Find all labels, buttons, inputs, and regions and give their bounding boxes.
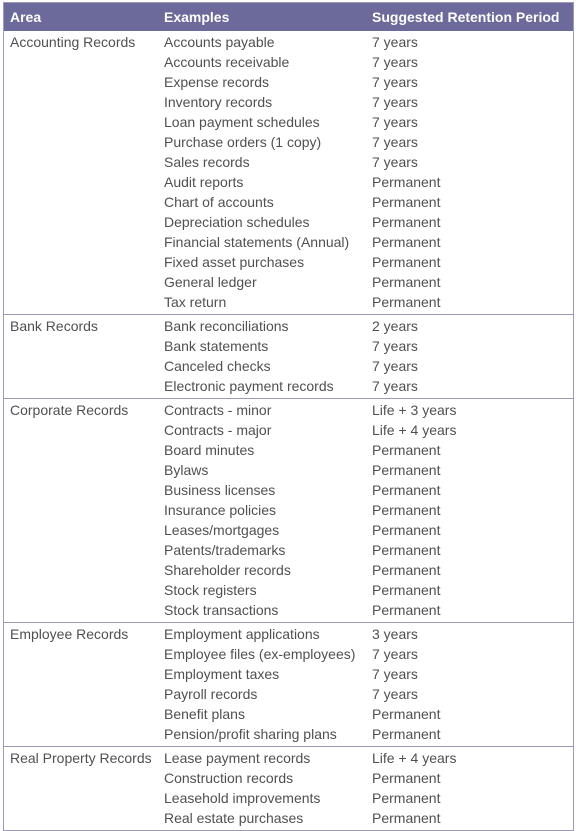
table-row <box>4 212 573 232</box>
period-cell: 7 years <box>372 134 418 150</box>
table-row <box>4 560 573 580</box>
period-cell: Permanent <box>372 790 441 806</box>
example-cell: Financial statements (Annual) <box>164 234 350 250</box>
period-cell: Permanent <box>372 726 441 742</box>
period-cell: 3 years <box>372 626 418 642</box>
period-cell: Permanent <box>372 214 441 230</box>
example-cell: Leases/mortgages <box>164 522 280 538</box>
period-cell: 7 years <box>372 114 418 130</box>
period-cell: Permanent <box>372 174 441 190</box>
period-cell: 7 years <box>372 338 418 354</box>
example-cell: Expense records <box>164 74 270 90</box>
period-cell: Permanent <box>372 810 441 826</box>
header-period: Suggested Retention Period <box>372 9 560 25</box>
period-cell: 7 years <box>372 646 418 662</box>
table-row <box>4 252 573 272</box>
period-cell: Life + 4 years <box>372 422 457 438</box>
table-row <box>4 644 573 664</box>
table-row <box>4 460 573 480</box>
table-body <box>4 31 573 830</box>
period-cell: Permanent <box>372 194 441 210</box>
example-cell: Bank reconciliations <box>164 318 289 334</box>
table-row <box>4 704 573 724</box>
example-cell: Board minutes <box>164 442 255 458</box>
example-cell: Stock transactions <box>164 602 279 618</box>
table-row <box>4 32 573 52</box>
table-row <box>4 336 573 356</box>
table-group <box>4 622 573 746</box>
table-row <box>4 600 573 620</box>
period-cell: 7 years <box>372 666 418 682</box>
table-row <box>4 356 573 376</box>
example-cell: Canceled checks <box>164 358 271 374</box>
table-row <box>4 624 573 644</box>
area-cell: Bank Records <box>10 318 98 334</box>
period-cell: 7 years <box>372 94 418 110</box>
period-cell: 7 years <box>372 54 418 70</box>
example-cell: Contracts - minor <box>164 402 272 418</box>
table-row <box>4 768 573 788</box>
example-cell: Real estate purchases <box>164 810 304 826</box>
example-cell: Employment taxes <box>164 666 280 682</box>
example-cell: Construction records <box>164 770 294 786</box>
example-cell: Leasehold improvements <box>164 790 321 806</box>
table-row <box>4 72 573 92</box>
period-cell: Permanent <box>372 706 441 722</box>
table-group <box>4 746 573 830</box>
example-cell: Pension/profit sharing plans <box>164 726 337 742</box>
example-cell: Accounts payable <box>164 34 275 50</box>
table-row <box>4 132 573 152</box>
table-row <box>4 540 573 560</box>
period-cell: 7 years <box>372 74 418 90</box>
table-row <box>4 232 573 252</box>
table-row <box>4 788 573 808</box>
example-cell: Tax return <box>164 294 227 310</box>
example-cell: Depreciation schedules <box>164 214 310 230</box>
example-cell: Stock registers <box>164 582 257 598</box>
period-cell: Permanent <box>372 770 441 786</box>
table-row <box>4 748 573 768</box>
table-row <box>4 152 573 172</box>
table-row <box>4 172 573 192</box>
period-cell: Permanent <box>372 522 441 538</box>
example-cell: Payroll records <box>164 686 258 702</box>
table-group <box>4 31 573 314</box>
period-cell: 7 years <box>372 378 418 394</box>
table-row <box>4 376 573 396</box>
example-cell: Lease payment records <box>164 750 311 766</box>
period-cell: Permanent <box>372 502 441 518</box>
area-cell: Employee Records <box>10 626 129 642</box>
area-cell: Corporate Records <box>10 402 129 418</box>
period-cell: Permanent <box>372 602 441 618</box>
example-cell: General ledger <box>164 274 257 290</box>
table-row <box>4 440 573 460</box>
example-cell: Fixed asset purchases <box>164 254 305 270</box>
period-cell: Permanent <box>372 582 441 598</box>
example-cell: Business licenses <box>164 482 276 498</box>
example-cell: Contracts - major <box>164 422 272 438</box>
example-cell: Employee files (ex-employees) <box>164 646 356 662</box>
example-cell: Patents/trademarks <box>164 542 286 558</box>
period-cell: 7 years <box>372 358 418 374</box>
example-cell: Employment applications <box>164 626 320 642</box>
period-cell: Permanent <box>372 562 441 578</box>
period-cell: Permanent <box>372 294 441 310</box>
period-cell: Permanent <box>372 442 441 458</box>
table-group <box>4 398 573 622</box>
example-cell: Benefit plans <box>164 706 245 722</box>
period-cell: Life + 3 years <box>372 402 457 418</box>
period-cell: 2 years <box>372 318 418 334</box>
period-cell: Permanent <box>372 542 441 558</box>
example-cell: Purchase orders (1 copy) <box>164 134 322 150</box>
example-cell: Inventory records <box>164 94 273 110</box>
example-cell: Loan payment schedules <box>164 114 320 130</box>
table-row <box>4 292 573 312</box>
table-row <box>4 112 573 132</box>
table-row <box>4 684 573 704</box>
table-row <box>4 580 573 600</box>
table-row <box>4 316 573 336</box>
header-area: Area <box>10 9 42 25</box>
table-header <box>4 3 573 31</box>
area-cell: Real Property Records <box>10 750 152 766</box>
example-cell: Bank statements <box>164 338 269 354</box>
example-cell: Audit reports <box>164 174 244 190</box>
period-cell: Permanent <box>372 274 441 290</box>
table-group <box>4 314 573 398</box>
table-row <box>4 400 573 420</box>
table-row <box>4 520 573 540</box>
period-cell: Permanent <box>372 462 441 478</box>
period-cell: Permanent <box>372 482 441 498</box>
example-cell: Insurance policies <box>164 502 277 518</box>
period-cell: Life + 4 years <box>372 750 457 766</box>
table-row <box>4 192 573 212</box>
example-cell: Shareholder records <box>164 562 291 578</box>
table-row <box>4 724 573 744</box>
retention-table <box>3 2 574 831</box>
table-row <box>4 480 573 500</box>
period-cell: 7 years <box>372 686 418 702</box>
period-cell: 7 years <box>372 154 418 170</box>
table-row <box>4 664 573 684</box>
example-cell: Chart of accounts <box>164 194 274 210</box>
table-row <box>4 272 573 292</box>
header-examples: Examples <box>164 9 230 25</box>
period-cell: 7 years <box>372 34 418 50</box>
table-row <box>4 500 573 520</box>
example-cell: Bylaws <box>164 462 209 478</box>
table-row <box>4 52 573 72</box>
period-cell: Permanent <box>372 254 441 270</box>
table-row <box>4 420 573 440</box>
table-row <box>4 808 573 828</box>
table-row <box>4 92 573 112</box>
example-cell: Electronic payment records <box>164 378 334 394</box>
area-cell: Accounting Records <box>10 34 136 50</box>
period-cell: Permanent <box>372 234 441 250</box>
example-cell: Sales records <box>164 154 250 170</box>
example-cell: Accounts receivable <box>164 54 290 70</box>
